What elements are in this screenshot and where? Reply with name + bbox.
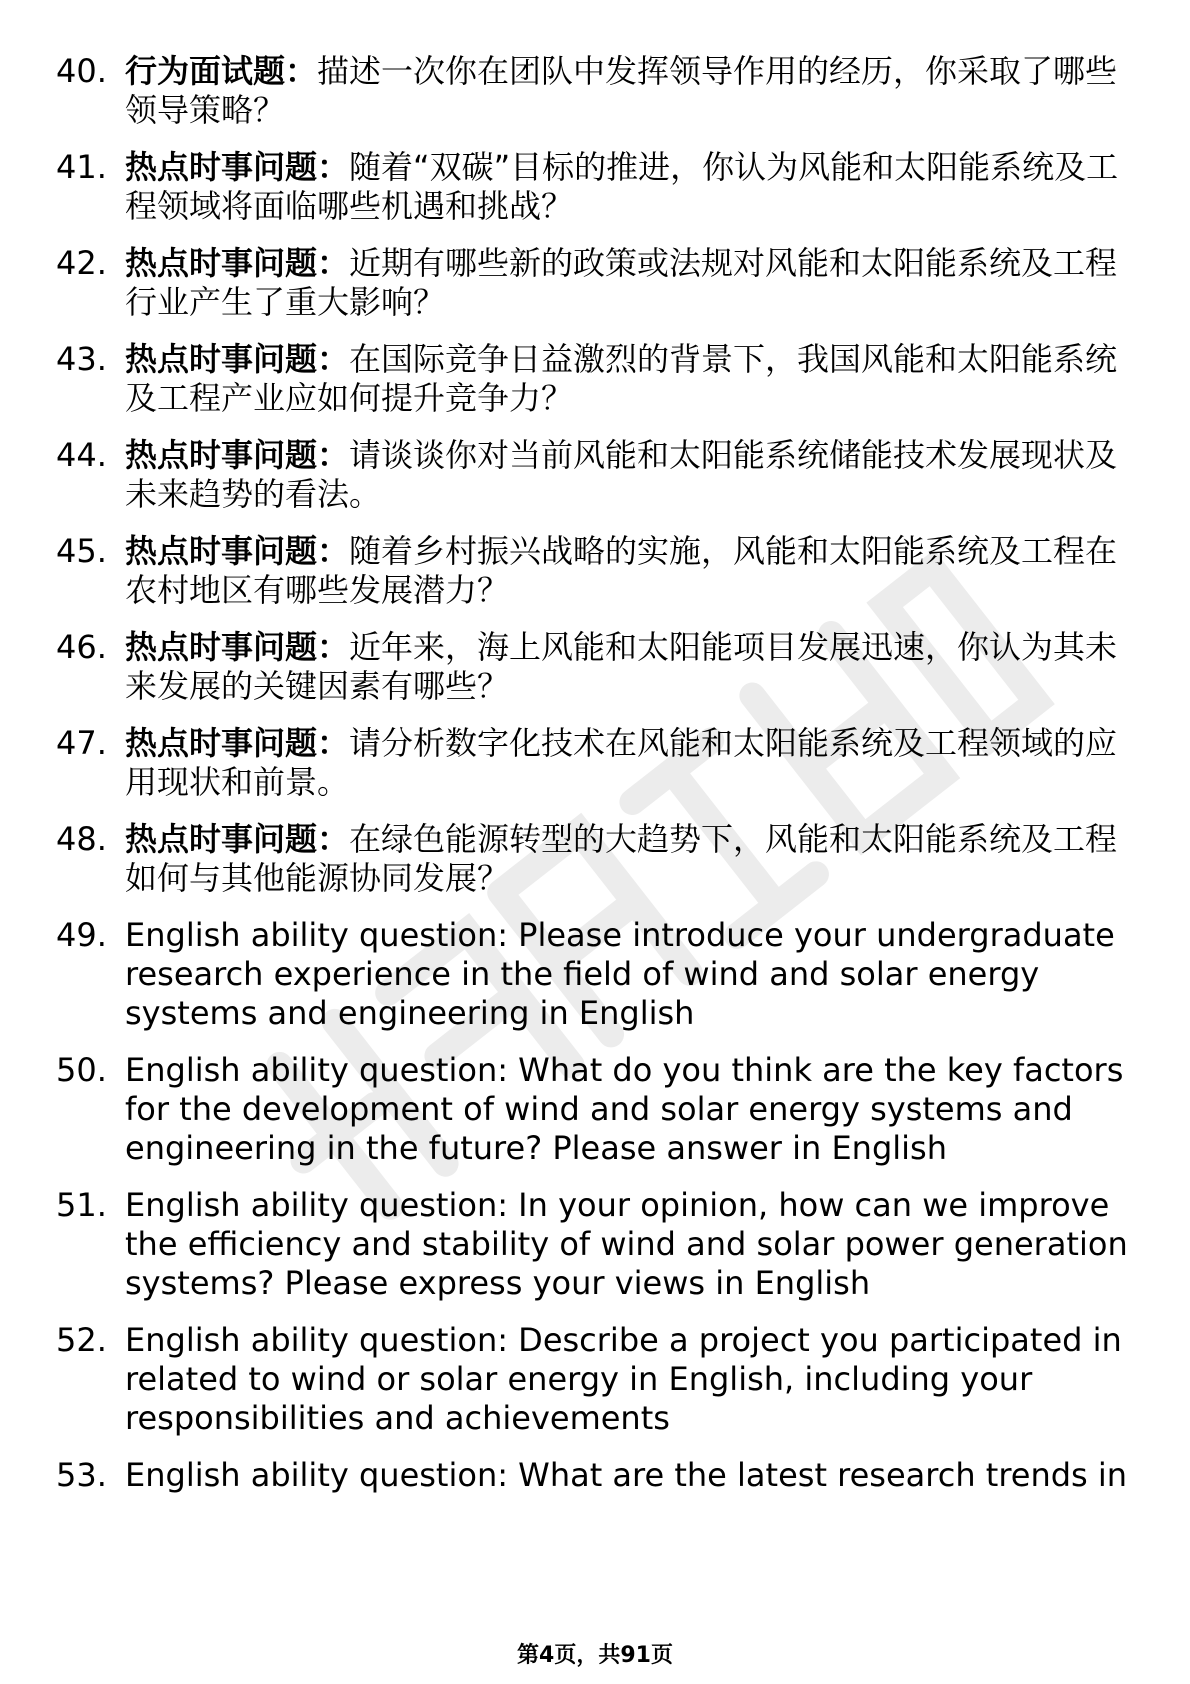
- question-item: [56, 628, 1136, 706]
- question-number: 41.: [56, 148, 107, 186]
- question-text: English ability question: What do you think are the key factors for the development of wind and solar energy systems and engineering in the future? Please answer in English: [125, 1051, 1124, 1167]
- question-number: 43.: [56, 340, 107, 378]
- question-number: 53.: [56, 1456, 107, 1494]
- question-number: 42.: [56, 244, 107, 282]
- question-text: English ability question: Please introduce your undergraduate research experience in the field of wind and solar energy systems and engineering in English: [125, 916, 1115, 1032]
- question-text: 随着乡村振兴战略的实施，风能和太阳能系统及工程在农村地区有哪些发展潜力？: [125, 532, 1118, 609]
- question-item: [56, 52, 1136, 130]
- question-text: 在国际竞争日益激烈的背景下，我国风能和太阳能系统及工程产业应如何提升竞争力？: [125, 340, 1118, 417]
- question-category-label: 热点时事问题：: [125, 436, 350, 474]
- question-item: [56, 1456, 1136, 1495]
- question-category-label: 热点时事问题：: [125, 148, 350, 186]
- question-item: [56, 724, 1136, 802]
- question-category-label: 热点时事问题：: [125, 340, 350, 378]
- question-item: [56, 532, 1136, 610]
- question-item: [56, 916, 1136, 1033]
- question-item: [56, 1186, 1136, 1303]
- question-number: 45.: [56, 532, 107, 570]
- question-category-label: 热点时事问题：: [125, 724, 350, 762]
- question-item: [56, 148, 1136, 226]
- question-text: English ability question: In your opinion, how can we improve the efficiency and stability of wind and solar power generation systems? Please express your views in English: [125, 1186, 1128, 1302]
- page-number: 第4页，共91页: [517, 1643, 673, 1668]
- question-item: [56, 436, 1136, 514]
- question-text: 请分析数字化技术在风能和太阳能系统及工程领域的应用现状和前景。: [125, 724, 1118, 801]
- question-item: [56, 244, 1136, 322]
- question-item: [56, 340, 1136, 418]
- question-number: 51.: [56, 1186, 107, 1224]
- question-number: 46.: [56, 628, 107, 666]
- question-item: [56, 1321, 1136, 1438]
- question-text: English ability question: Describe a project you participated in related to wind or solar energy in English, including your responsibilities and achievements: [125, 1321, 1122, 1437]
- question-category-label: 热点时事问题：: [125, 820, 350, 858]
- question-text: 请谈谈你对当前风能和太阳能系统储能技术发展现状及未来趋势的看法。: [125, 436, 1118, 513]
- question-text: English ability question: What are the latest research trends in: [125, 1456, 1128, 1494]
- question-number: 47.: [56, 724, 107, 762]
- question-item: [56, 1051, 1136, 1168]
- question-text: 在绿色能源转型的大趋势下，风能和太阳能系统及工程如何与其他能源协同发展？: [125, 820, 1118, 897]
- question-text: 近年来，海上风能和太阳能项目发展迅速，你认为其未来发展的关键因素有哪些？: [125, 628, 1118, 705]
- question-text: 描述一次你在团队中发挥领导作用的经历，你采取了哪些领导策略？: [125, 52, 1118, 129]
- question-text: 近期有哪些新的政策或法规对风能和太阳能系统及工程行业产生了重大影响？: [125, 244, 1118, 321]
- question-number: 49.: [56, 916, 107, 954]
- question-item: [56, 820, 1136, 898]
- question-number: 50.: [56, 1051, 107, 1089]
- question-number: 52.: [56, 1321, 107, 1359]
- question-category-label: 热点时事问题：: [125, 244, 350, 282]
- question-category-label: 热点时事问题：: [125, 532, 350, 570]
- question-category-label: 行为面试题：: [125, 52, 318, 90]
- question-category-label: 热点时事问题：: [125, 628, 350, 666]
- question-number: 44.: [56, 436, 107, 474]
- question-list: [56, 52, 1136, 1513]
- question-text: 随着“双碳”目标的推进，你认为风能和太阳能系统及工程领域将面临哪些机遇和挑战？: [125, 148, 1119, 225]
- question-number: 48.: [56, 820, 107, 858]
- question-number: 40.: [56, 52, 107, 90]
